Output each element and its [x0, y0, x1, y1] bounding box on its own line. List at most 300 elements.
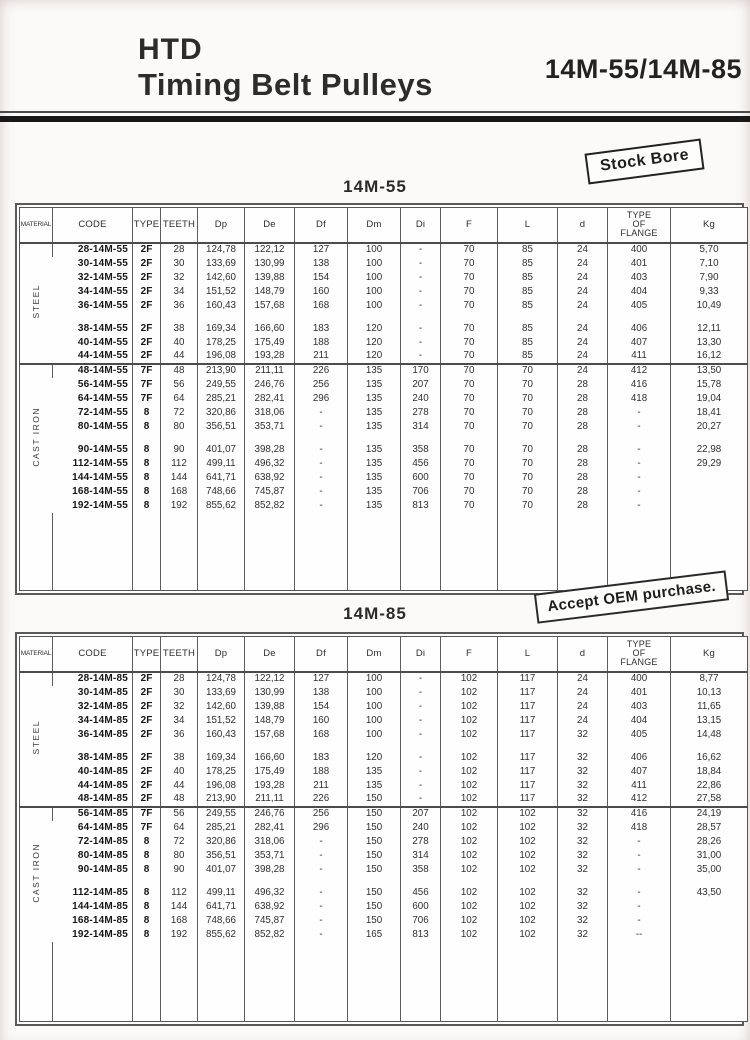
data-cell: 102	[441, 686, 498, 700]
data-cell: 855,62	[198, 928, 245, 942]
data-cell: 100	[348, 728, 401, 742]
data-cell: 154	[295, 700, 348, 714]
data-cell: 404	[608, 285, 671, 299]
data-cell: 403	[608, 271, 671, 285]
empty-cell	[558, 513, 608, 591]
filler-row	[20, 513, 748, 591]
data-cell: 102	[441, 751, 498, 765]
data-cell: 2F	[133, 714, 161, 728]
data-cell: -	[401, 271, 441, 285]
data-cell: 135	[348, 406, 401, 420]
data-cell: 32	[558, 863, 608, 877]
empty-cell	[133, 942, 161, 1022]
data-cell: 356,51	[198, 849, 245, 863]
data-cell: 142,60	[198, 700, 245, 714]
data-cell: 16,62	[671, 751, 748, 765]
data-cell: 102	[441, 886, 498, 900]
empty-cell	[348, 434, 401, 443]
data-cell: 24	[558, 350, 608, 364]
column-header-l: L	[498, 208, 558, 243]
data-cell: 401	[608, 257, 671, 271]
data-cell: 10,13	[671, 686, 748, 700]
empty-cell	[348, 942, 401, 1022]
data-cell: 28	[558, 420, 608, 434]
empty-cell	[198, 942, 245, 1022]
data-cell: 175,49	[245, 765, 295, 779]
table-row	[20, 364, 748, 378]
data-cell: 127	[295, 672, 348, 686]
spacer-row	[20, 313, 748, 322]
code-cell: 90-14M-85	[77, 863, 128, 875]
table-header-row	[20, 208, 748, 243]
table-row	[20, 392, 748, 406]
data-cell: 135	[348, 378, 401, 392]
data-cell: 139,88	[245, 700, 295, 714]
data-cell: -	[295, 443, 348, 457]
data-cell: 100	[348, 672, 401, 686]
data-cell: 150	[348, 886, 401, 900]
empty-cell	[608, 942, 671, 1022]
data-cell: 748,66	[198, 485, 245, 499]
column-header-code: CODE	[53, 637, 133, 672]
data-cell: 30	[161, 686, 198, 700]
column-header-d: d	[558, 208, 608, 243]
data-cell: 90	[161, 863, 198, 877]
data-cell: 102	[441, 765, 498, 779]
code-cell: 168-14M-85	[72, 914, 128, 926]
data-cell: 48	[161, 364, 198, 378]
data-cell: 102	[441, 728, 498, 742]
data-cell: 183	[295, 322, 348, 336]
data-cell: 160,43	[198, 728, 245, 742]
data-cell: 85	[498, 243, 558, 257]
data-cell: -	[401, 751, 441, 765]
data-cell: 28	[161, 672, 198, 686]
data-cell: -	[295, 485, 348, 499]
data-cell: 130,99	[245, 686, 295, 700]
empty-cell	[53, 513, 133, 591]
data-cell: 2F	[133, 322, 161, 336]
data-cell	[671, 914, 748, 928]
empty-cell	[558, 942, 608, 1022]
code-cell: 56-14M-55	[77, 378, 128, 390]
data-cell: -	[295, 406, 348, 420]
data-cell: 13,30	[671, 336, 748, 350]
empty-cell	[161, 313, 198, 322]
data-cell: 150	[348, 835, 401, 849]
table-row	[20, 336, 748, 350]
data-cell: 24	[558, 672, 608, 686]
data-cell: 193,28	[245, 350, 295, 364]
empty-cell	[198, 513, 245, 591]
data-cell: 32	[558, 849, 608, 863]
data-cell: 135	[348, 364, 401, 378]
empty-cell	[295, 742, 348, 751]
code-cell: 80-14M-85	[77, 849, 128, 861]
data-cell: 11,65	[671, 700, 748, 714]
data-cell: -	[401, 243, 441, 257]
empty-cell	[245, 942, 295, 1022]
spacer-row	[20, 434, 748, 443]
data-cell: 32	[558, 821, 608, 835]
data-cell: -	[295, 420, 348, 434]
code-cell: 112-14M-55	[72, 457, 128, 469]
data-cell: 318,06	[245, 835, 295, 849]
data-cell: 407	[608, 336, 671, 350]
data-cell: 852,82	[245, 499, 295, 513]
data-cell: 122,12	[245, 672, 295, 686]
data-cell: 85	[498, 322, 558, 336]
data-cell: 70	[441, 499, 498, 513]
data-cell: 404	[608, 714, 671, 728]
empty-cell	[161, 434, 198, 443]
table1-frame	[15, 203, 744, 595]
code-cell: 40-14M-85	[77, 765, 128, 777]
table-row	[20, 443, 748, 457]
data-cell: 813	[401, 499, 441, 513]
data-cell: 102	[441, 835, 498, 849]
data-cell: 64	[161, 392, 198, 406]
data-cell: 85	[498, 336, 558, 350]
data-cell: 112	[161, 886, 198, 900]
column-header-kg: Kg	[671, 208, 748, 243]
column-header-code: CODE	[53, 208, 133, 243]
column-header-type-of-flange: TYPE OF FLANGE	[608, 637, 671, 672]
data-cell: 102	[441, 672, 498, 686]
page-title-line1: HTD	[138, 33, 203, 66]
empty-cell	[295, 942, 348, 1022]
data-cell: 406	[608, 322, 671, 336]
column-header-di: Di	[401, 637, 441, 672]
data-cell: 144	[161, 471, 198, 485]
code-cell: 36-14M-85	[77, 728, 128, 740]
code-cell: 44-14M-55	[77, 350, 128, 361]
data-cell: 416	[608, 378, 671, 392]
empty-cell	[558, 434, 608, 443]
data-cell: 8	[133, 471, 161, 485]
empty-cell	[608, 313, 671, 322]
data-cell: 7,10	[671, 257, 748, 271]
data-cell: 70	[441, 392, 498, 406]
data-cell: 2F	[133, 243, 161, 257]
data-cell: 28	[558, 485, 608, 499]
data-cell: 226	[295, 364, 348, 378]
data-cell: 32	[558, 779, 608, 793]
empty-cell	[161, 877, 198, 886]
data-cell: 249,55	[198, 378, 245, 392]
data-cell: 2F	[133, 728, 161, 742]
data-cell: 18,41	[671, 406, 748, 420]
data-cell: 160	[295, 285, 348, 299]
column-header-dp: Dp	[198, 637, 245, 672]
page-title	[138, 33, 433, 103]
data-cell: 138	[295, 686, 348, 700]
data-cell: 135	[348, 779, 401, 793]
material-label-steel	[20, 243, 53, 364]
empty-cell	[348, 742, 401, 751]
data-cell: 496,32	[245, 886, 295, 900]
data-cell: 641,71	[198, 900, 245, 914]
column-header-kg: Kg	[671, 637, 748, 672]
data-cell: 100	[348, 714, 401, 728]
data-cell: -	[608, 406, 671, 420]
data-cell: 157,68	[245, 728, 295, 742]
data-cell: 70	[498, 485, 558, 499]
data-cell: 24	[558, 700, 608, 714]
data-cell: 56	[161, 807, 198, 821]
data-cell: 85	[498, 350, 558, 364]
table-row	[20, 765, 748, 779]
column-header-material: MATERIAL	[20, 637, 53, 672]
data-cell: 15,78	[671, 378, 748, 392]
data-cell: -	[608, 485, 671, 499]
code-cell: 72-14M-55	[77, 406, 128, 418]
empty-cell	[295, 877, 348, 886]
data-cell: 102	[441, 928, 498, 942]
data-cell: 70	[441, 243, 498, 257]
data-cell: 85	[498, 299, 558, 313]
data-cell: 418	[608, 392, 671, 406]
data-cell: 7F	[133, 807, 161, 821]
code-cell: 28-14M-85	[53, 672, 133, 686]
data-cell: 135	[348, 457, 401, 471]
column-header-de: De	[245, 208, 295, 243]
data-cell: 70	[441, 457, 498, 471]
data-cell: 150	[348, 849, 401, 863]
data-cell: 499,11	[198, 886, 245, 900]
data-cell: 102	[498, 886, 558, 900]
data-cell: 314	[401, 849, 441, 863]
data-cell: 296	[295, 392, 348, 406]
data-cell: 353,71	[245, 420, 295, 434]
table-row	[20, 350, 748, 364]
data-cell: 44	[161, 779, 198, 793]
data-cell: 211	[295, 779, 348, 793]
data-cell: 320,86	[198, 406, 245, 420]
table-row	[20, 499, 748, 513]
data-cell: -	[401, 779, 441, 793]
data-cell	[671, 928, 748, 942]
data-cell: 8	[133, 900, 161, 914]
empty-cell	[401, 513, 441, 591]
data-cell: 16,12	[671, 350, 748, 364]
data-cell: 151,52	[198, 714, 245, 728]
data-cell: 160,43	[198, 299, 245, 313]
data-cell: 160	[295, 714, 348, 728]
data-cell: 38	[161, 322, 198, 336]
data-cell: -	[401, 322, 441, 336]
data-cell: 85	[498, 285, 558, 299]
column-header-dp: Dp	[198, 208, 245, 243]
data-cell: 85	[498, 271, 558, 285]
empty-cell	[401, 313, 441, 322]
data-cell: 600	[401, 471, 441, 485]
data-cell: 282,41	[245, 392, 295, 406]
data-cell: -	[401, 728, 441, 742]
data-cell: 135	[348, 420, 401, 434]
code-cell: 144-14M-55	[72, 471, 128, 483]
data-cell: 314	[401, 420, 441, 434]
data-cell: 32	[558, 886, 608, 900]
data-cell: 855,62	[198, 499, 245, 513]
data-cell: 24	[558, 714, 608, 728]
data-cell: 32	[558, 807, 608, 821]
data-cell: 70	[441, 350, 498, 364]
data-cell: 117	[498, 728, 558, 742]
data-cell: 8	[133, 886, 161, 900]
data-cell: 178,25	[198, 765, 245, 779]
empty-cell	[671, 942, 748, 1022]
data-cell: 10,49	[671, 299, 748, 313]
data-cell: 211	[295, 350, 348, 364]
column-header-f: F	[441, 637, 498, 672]
data-cell: -	[608, 457, 671, 471]
data-cell: 70	[441, 420, 498, 434]
data-cell: 150	[348, 900, 401, 914]
data-cell: 7F	[133, 364, 161, 378]
header-rule-thin	[0, 111, 750, 113]
header-rule-thick	[0, 116, 750, 122]
data-cell: 28	[558, 457, 608, 471]
data-cell: 70	[441, 485, 498, 499]
empty-cell	[53, 877, 133, 886]
data-cell: 28	[558, 443, 608, 457]
data-cell: 8	[133, 835, 161, 849]
data-cell: 24	[558, 257, 608, 271]
data-cell: 2F	[133, 765, 161, 779]
data-cell: 70	[441, 336, 498, 350]
data-cell: 320,86	[198, 835, 245, 849]
column-header-dm: Dm	[348, 208, 401, 243]
data-cell: -	[295, 886, 348, 900]
data-cell: 135	[348, 499, 401, 513]
spacer-row	[20, 877, 748, 886]
table-row	[20, 471, 748, 485]
data-cell: 24	[558, 364, 608, 378]
data-cell: -	[295, 499, 348, 513]
data-cell: 24	[558, 322, 608, 336]
empty-cell	[671, 742, 748, 751]
empty-cell	[53, 742, 133, 751]
data-cell: 8	[133, 849, 161, 863]
table2-title: 14M-85	[343, 604, 407, 623]
data-cell: 32	[558, 728, 608, 742]
empty-cell	[295, 313, 348, 322]
data-cell: 256	[295, 807, 348, 821]
empty-cell	[245, 513, 295, 591]
data-cell: 401,07	[198, 863, 245, 877]
code-cell: 28-14M-55	[53, 243, 133, 257]
data-cell: -	[608, 835, 671, 849]
data-cell: 638,92	[245, 471, 295, 485]
empty-cell	[671, 434, 748, 443]
data-cell: -	[608, 914, 671, 928]
data-cell: 405	[608, 299, 671, 313]
data-cell: 240	[401, 392, 441, 406]
data-cell: 745,87	[245, 914, 295, 928]
data-cell: 102	[498, 863, 558, 877]
data-cell: 183	[295, 751, 348, 765]
code-cell: 48-14M-55	[53, 364, 133, 378]
data-cell: 456	[401, 886, 441, 900]
empty-cell	[53, 434, 133, 443]
data-cell: 102	[441, 849, 498, 863]
data-cell: 246,76	[245, 807, 295, 821]
data-cell: 102	[441, 779, 498, 793]
data-cell: 100	[348, 299, 401, 313]
data-cell: 124,78	[198, 672, 245, 686]
code-cell: 38-14M-85	[77, 751, 128, 763]
data-cell: 70	[441, 378, 498, 392]
table-row	[20, 793, 748, 807]
column-header-f: F	[441, 208, 498, 243]
data-cell: 102	[441, 793, 498, 807]
table1-title: 14M-55	[343, 177, 407, 196]
data-cell: 28	[558, 499, 608, 513]
data-cell: 188	[295, 336, 348, 350]
column-header-l: L	[498, 637, 558, 672]
data-cell: 80	[161, 420, 198, 434]
data-cell: 102	[498, 900, 558, 914]
table-row	[20, 406, 748, 420]
filler-row	[20, 942, 748, 1022]
code-cell: 36-14M-55	[77, 299, 128, 311]
code-cell: 32-14M-85	[77, 700, 128, 712]
data-cell: 406	[608, 751, 671, 765]
data-cell: 411	[608, 350, 671, 364]
data-cell: 28	[558, 392, 608, 406]
code-cell: 40-14M-55	[77, 336, 128, 348]
data-cell: 32	[161, 700, 198, 714]
data-cell: 213,90	[198, 364, 245, 378]
data-cell: 32	[558, 900, 608, 914]
data-cell: 138	[295, 257, 348, 271]
data-cell: 100	[348, 243, 401, 257]
data-cell: 175,49	[245, 336, 295, 350]
empty-cell	[198, 877, 245, 886]
data-cell: 600	[401, 900, 441, 914]
empty-cell	[348, 877, 401, 886]
code-cell: 192-14M-85	[72, 928, 128, 940]
data-cell: 122,12	[245, 243, 295, 257]
data-cell: 296	[295, 821, 348, 835]
empty-cell	[498, 513, 558, 591]
data-cell: 102	[498, 928, 558, 942]
data-cell: 70	[498, 364, 558, 378]
data-cell: 2F	[133, 299, 161, 313]
data-cell: 2F	[133, 257, 161, 271]
data-cell: 70	[498, 471, 558, 485]
data-cell: 72	[161, 406, 198, 420]
code-cell: 48-14M-85	[77, 793, 128, 804]
data-cell: 102	[498, 821, 558, 835]
data-cell: 169,34	[198, 751, 245, 765]
table-row	[20, 863, 748, 877]
column-header-material: MATERIAL	[20, 208, 53, 243]
data-cell: 142,60	[198, 271, 245, 285]
data-cell: 14,48	[671, 728, 748, 742]
data-cell: 70	[498, 392, 558, 406]
empty-cell	[198, 434, 245, 443]
code-cell: 56-14M-85	[53, 807, 133, 821]
spacer-row	[20, 742, 748, 751]
data-cell: 403	[608, 700, 671, 714]
empty-cell	[441, 434, 498, 443]
empty-cell	[133, 877, 161, 886]
empty-cell	[20, 942, 53, 1022]
data-cell: -	[295, 863, 348, 877]
data-cell: -	[401, 714, 441, 728]
